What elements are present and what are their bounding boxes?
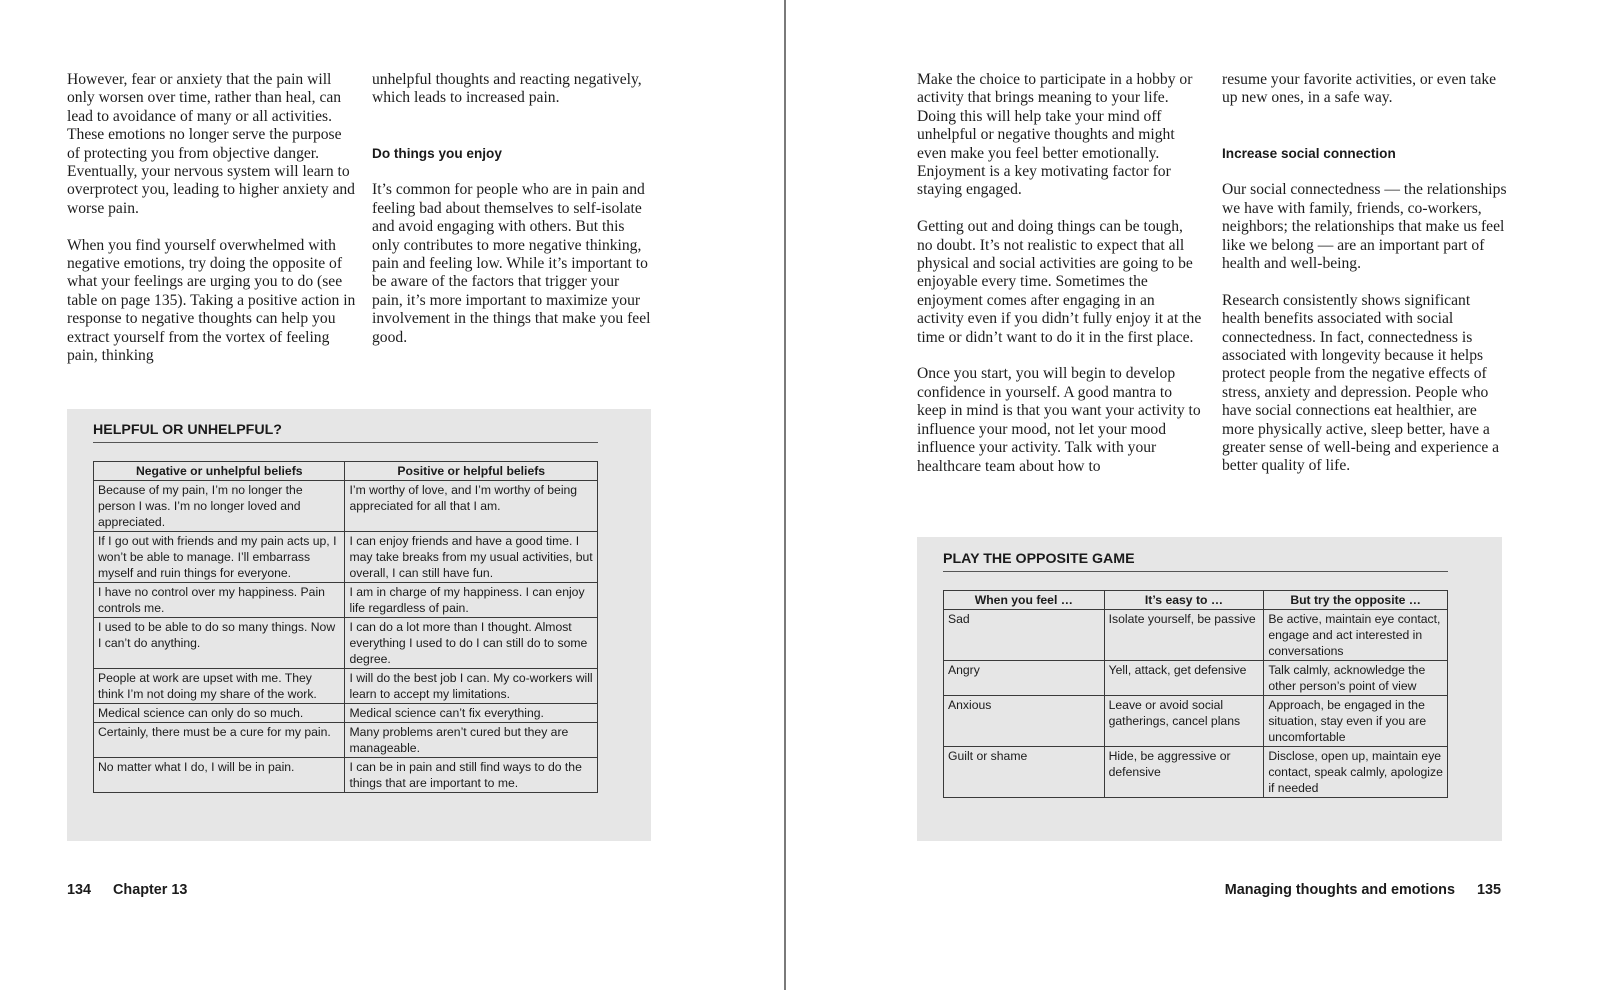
sidebar-title: PLAY THE OPPOSITE GAME [943,551,1448,572]
spread-gutter-divider [784,0,786,990]
beliefs-table [93,461,598,793]
table-cell: I will do the best job I can. My co-workers will learn to accept my limitations. [345,669,598,704]
table-cell: Be active, maintain eye contact, engage and act interested in conversations [1264,610,1448,661]
body-paragraph: Getting out and doing things can be tough, no doubt. It’s not realistic to expect that all physical and social activities are going to be enjoyable every time. Sometimes the enjoyment comes after engaging in an activity even if you didn’t fully enjoy it at the time or didn’t want to do it in the first place. [917,218,1202,346]
table-cell: Yell, attack, get defensive [1104,661,1264,696]
table-cell: Medical science can’t fix everything. [345,704,598,723]
body-paragraph: Make the choice to participate in a hobby or activity that brings meaning to your life. Doing this will help take your mind off unhelpful or negative thoughts and might even make you feel better emotionally. Enjoyment is a key motivating factor for staying engaged. [917,71,1193,199]
page-number: 135 [1476,882,1501,898]
table-row [94,723,598,758]
running-head: Chapter 13 [113,882,188,898]
table-header-row [94,462,598,481]
table-row [94,583,598,618]
body-paragraph: unhelpful thoughts and reacting negatively, which leads to increased pain. [372,71,642,107]
table-cell: People at work are upset with me. They think I’m not doing my share of the work. [94,669,345,704]
table-row [94,618,598,669]
body-paragraph: Once you start, you will begin to develop confidence in yourself. A good mantra to keep in mind is that you want your activity to influence your mood, not let your mood influence your activity. Talk with your healthcare team about how to [917,365,1201,475]
table-row [944,696,1448,747]
column-header: Positive or helpful beliefs [345,462,598,481]
table-cell: If I go out with friends and my pain acts up, I won’t be able to manage. I’ll embarrass myself and ruin things for everyone. [94,532,345,583]
column-header: When you feel … [944,591,1105,610]
table-row [94,758,598,793]
table-row [94,532,598,583]
table-header-row [944,591,1448,610]
body-paragraph: However, fear or anxiety that the pain will only worsen over time, rather than heal, can lead to avoidance of many or all activities. These emotions no longer serve the purpose of protecting you from objective danger. Eventually, your nervous system will learn to overprotect you, leading to higher anxiety and worse pain. [67,71,355,217]
section-heading-increase-social-connection: Increase social connection [1222,145,1396,161]
table-cell: Guilt or shame [944,747,1105,798]
body-paragraph: When you find yourself overwhelmed with negative emotions, try doing the opposite of what your feelings are urging you to do (see table on page 135). Taking a positive action in response to negative thoughts can help you extract yourself from the vortex of feeling pain, thinking [67,236,356,365]
table-cell: No matter what I do, I will be in pain. [94,758,345,793]
table-row [94,669,598,704]
table-cell: Many problems aren’t cured but they are manageable. [345,723,598,758]
table-cell: Talk calmly, acknowledge the other person’s point of view [1264,661,1448,696]
body-paragraph: It’s common for people who are in pain and feeling bad about themselves to self-isolate and avoid engaging with others. But this only contributes to more negative thinking, pain and feeling low. While it’s important to be aware of the factors that trigger your pain, it’s more important to maximize your involvement in the things that make you feel good. [372,181,651,346]
table-cell: Angry [944,661,1105,696]
table-row [944,747,1448,798]
table-cell: I have no control over my happiness. Pain controls me. [94,583,345,618]
sidebar-helpful-or-unhelpful [67,409,651,841]
table-cell: I’m worthy of love, and I’m worthy of being appreciated for all that I am. [345,481,598,532]
table-cell: Hide, be aggressive or defensive [1104,747,1264,798]
running-head: Managing thoughts and emotions [1224,882,1455,898]
right-page-column-2 [1222,71,1507,494]
table-cell: Approach, be engaged in the situation, stay even if you are uncomfortable [1264,696,1448,747]
section-heading-do-things-you-enjoy: Do things you enjoy [372,145,502,161]
table-cell: I can enjoy friends and have a good time. I may take breaks from my usual activities, but overall, I can still have fun. [345,532,598,583]
table-cell: I am in charge of my happiness. I can enjoy life regardless of pain. [345,583,598,618]
table-cell: Certainly, there must be a cure for my pain. [94,723,345,758]
body-paragraph: Our social connectedness — the relationships we have with family, friends, co-workers, neighbors; the relationships that make us feel like we belong — are an important part of health and well-being. [1222,181,1507,273]
table-cell: I used to be able to do so many things. Now I can’t do anything. [94,618,345,669]
body-paragraph: resume your favorite activities, or even take up new ones, in a safe way. [1222,71,1497,107]
table-cell: Isolate yourself, be passive [1104,610,1264,661]
left-page-column-2 [372,71,652,365]
table-row [94,481,598,532]
table-row [94,704,598,723]
sidebar-play-the-opposite-game [917,537,1502,841]
column-header: But try the opposite … [1264,591,1448,610]
table-cell: Because of my pain, I’m no longer the person I was. I’m no longer loved and appreciated. [94,481,345,532]
body-paragraph: Research consistently shows significant health benefits associated with social connectedness. In fact, connectedness is associated with longevity because it helps protect people from the negative effects of stress, anxiety and depression. People who have social connections eat healthier, are more physically active, sleep better, have a greater sense of well-being and experience a better quality of life. [1222,291,1500,475]
table-cell: I can do a lot more than I thought. Almost everything I used to do I can still do to some degree. [345,618,598,669]
table-cell: Sad [944,610,1105,661]
table-cell: I can be in pain and still find ways to do the things that are important to me. [345,758,598,793]
table-cell: Anxious [944,696,1105,747]
table-cell: Disclose, open up, maintain eye contact, speak calmly, apologize if needed [1264,747,1448,798]
right-page-footer [1225,882,1501,898]
column-header: Negative or unhelpful beliefs [94,462,345,481]
table-row [944,610,1448,661]
table-cell: Leave or avoid social gatherings, cancel plans [1104,696,1264,747]
left-page-column-1 [67,71,357,384]
left-page-footer [67,882,187,898]
page-number: 134 [67,882,92,898]
column-header: It’s easy to … [1104,591,1264,610]
right-page-column-1 [917,71,1202,494]
table-cell: Medical science can only do so much. [94,704,345,723]
table-row [944,661,1448,696]
sidebar-title: HELPFUL OR UNHELPFUL? [93,422,598,443]
opposite-game-table [943,590,1448,798]
